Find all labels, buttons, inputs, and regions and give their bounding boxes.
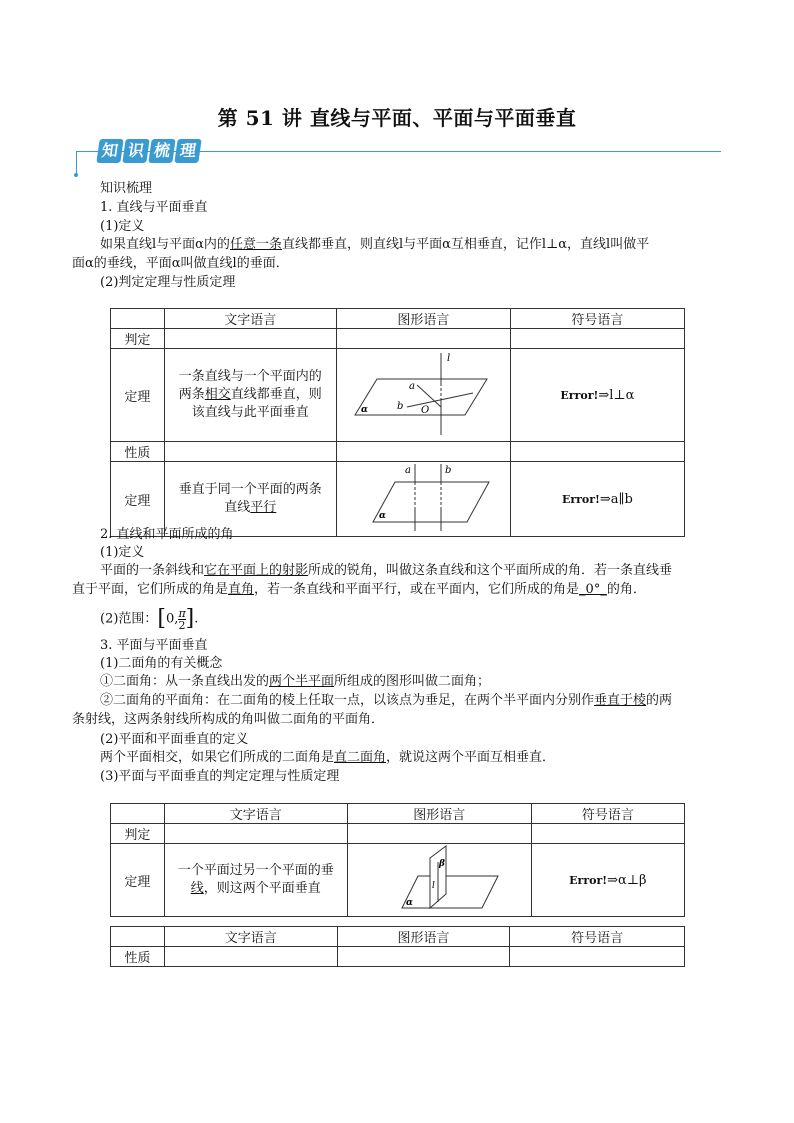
fig-label-b: b [444,465,452,476]
theorem-text: 一条直线与一个平面内的 两条相交直线都垂直，则 该直线与此平面垂直 [164,349,336,442]
section-header-vline [76,151,77,175]
definition-1-line-1: 如果直线l与平面α内的任意一条直线都垂直，则直线l与平面α互相垂直，记作l⊥α，直线l叫做平 [100,237,650,252]
table-plane-plane-judge [110,803,685,917]
header-figure: 图形语言 [336,309,510,329]
header-symbol: 符号语言 [510,927,685,947]
figure-parallel-lines [336,462,510,537]
table-plane-plane-property [110,926,685,967]
section-1-heading: 1. 直线与平面垂直 [100,200,208,215]
concept-2-line-1: ②二面角的平面角：在二面角的棱上任取一点，以该点为垂足，在两个半平面内分别作垂直于棱的两 [100,693,673,708]
definition-2-line-1: 平面的一条斜线和它在平面上的射影所成的锐角，叫做这条直线和这个平面所成的角．若一条直线垂 [100,563,673,578]
definition-2-line-2: 直于平面，它们所成的角是直角，若一条直线和平面平行，或在平面内，它们所成的角是_0°_的角． [72,582,646,597]
figure-line-perp-plane [336,349,510,442]
range-left: 0 [166,611,175,627]
fig-label-a: a [404,465,411,476]
section-3-1-heading: (1)二面角的有关概念 [100,656,223,671]
section-1-1-heading: (1)定义 [100,219,145,234]
subheading: 知识梳理 [100,181,153,196]
fig-label-O: O [420,405,430,416]
page-title: 第 51 讲 直线与平面、平面与平面垂直 [217,106,577,130]
fig-label-alpha: α [405,898,413,908]
row-label-dingli: 定理 [111,349,165,442]
symbol-cell: Error!⇒α⊥β [531,844,684,917]
symbol-cell: Error!⇒l⊥α [510,349,684,442]
header-figure: 图形语言 [347,804,531,824]
row-label-dingli: 定理 [111,462,165,537]
header-symbol: 符号语言 [510,309,684,329]
fig-label-l: l [431,881,435,891]
section-3-3-heading: (3)平面与平面垂直的判定定理与性质定理 [100,769,340,784]
table-line-plane [110,308,685,537]
badge-char: 梳 [148,139,175,163]
row-label-dingli: 定理 [111,844,165,917]
figure-perp-planes [347,844,531,917]
header-text: 文字语言 [164,804,347,824]
badge-char: 知 [96,139,123,163]
section-header-dot [74,173,78,177]
header-text: 文字语言 [164,927,337,947]
fig-label-beta: β [438,859,445,869]
fig-label-alpha: α [378,511,386,521]
header-figure: 图形语言 [337,927,510,947]
fig-label-a: a [408,381,415,392]
row-label-xingzhi: 性质 [111,947,165,967]
badge-char: 识 [122,139,149,163]
definition-3: 两个平面相交，如果它们所成的二面角是直二面角，就说这两个平面互相垂直． [100,750,556,765]
row-label-xingzhi: 性质 [111,442,165,462]
section-1-2-heading: (2)判定定理与性质定理 [100,275,236,290]
symbol-cell: Error!⇒a∥b [510,462,684,537]
row-label-panding: 判定 [111,329,165,349]
row-label-panding: 判定 [111,824,165,844]
header-symbol: 符号语言 [531,804,684,824]
range-line: (2)范围：[0, $\frac{\pi}{2}$]. [100,606,199,632]
fig-label-alpha: α [360,405,368,415]
section-2-heading: 2. 直线和平面所成的角 [100,527,234,542]
section-3-heading: 3. 平面与平面垂直 [100,638,208,653]
range-fraction: $\frac{\pi}{2}$ [178,606,186,632]
badge-char: 理 [174,139,201,163]
section-badge [98,139,200,163]
section-2-1-heading: (1)定义 [100,545,145,560]
concept-1: ①二面角：从一条直线出发的两个半平面所组成的图形叫做二面角； [100,674,491,689]
header-text: 文字语言 [164,309,336,329]
definition-1-line-2: 面α的垂线，平面α叫做直线l的垂面． [72,256,289,271]
fig-label-l: l [446,353,451,364]
theorem-text: 垂直于同一个平面的两条 直线平行 [164,462,336,537]
fig-label-b: b [396,401,404,412]
concept-2-line-2: 条射线，这两条射线所构成的角叫做二面角的平面角． [72,712,385,727]
section-3-2-heading: (2)平面和平面垂直的定义 [100,732,249,747]
theorem-text: 一个平面过另一个平面的垂 线，则这两个平面垂直 [164,844,347,917]
